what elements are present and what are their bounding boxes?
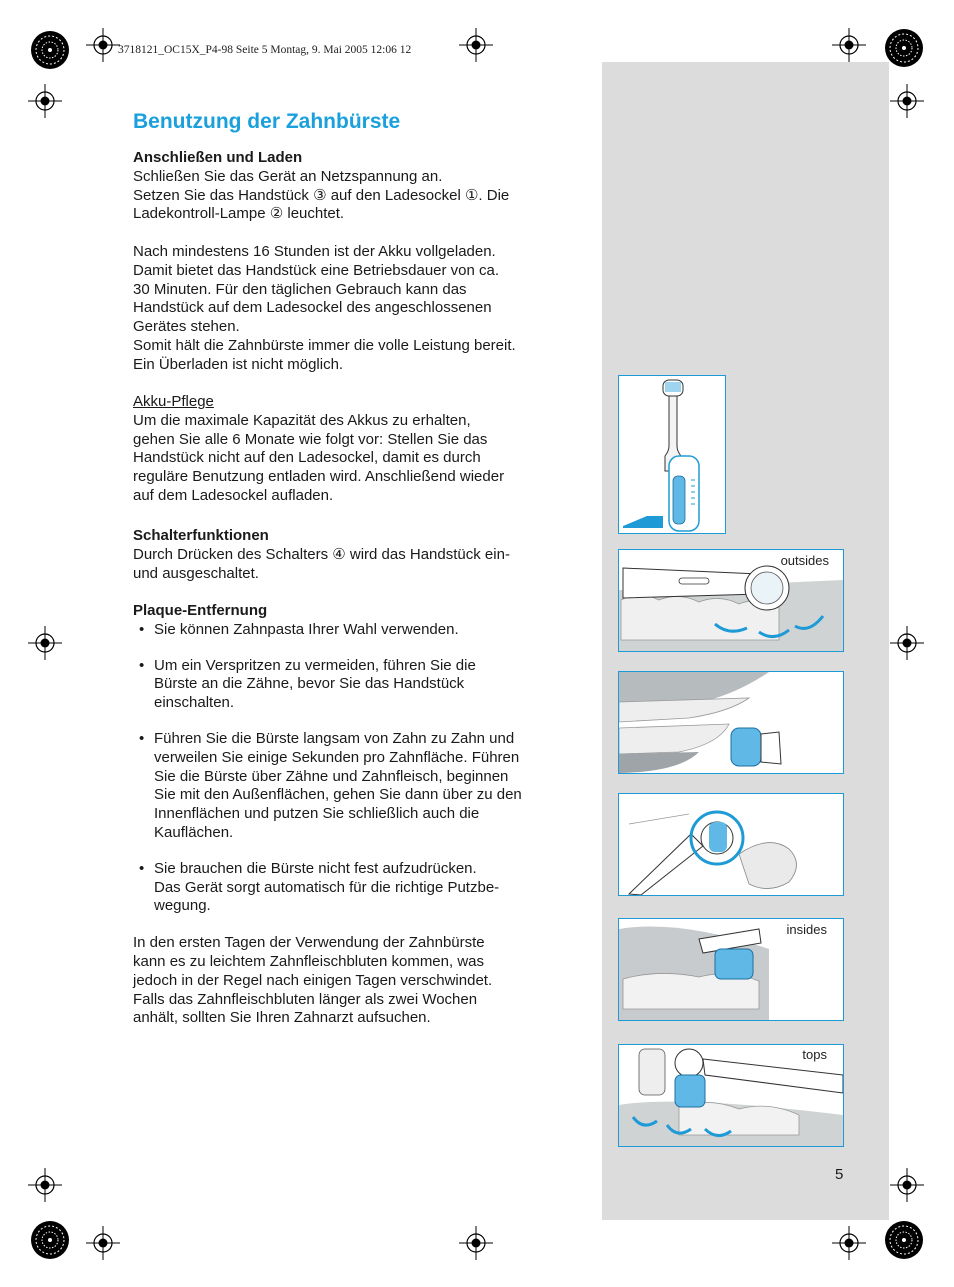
switch-line: und ausgeschaltet. — [133, 564, 259, 582]
section-charging — [133, 149, 553, 375]
registration-mark-top-left — [86, 28, 120, 62]
bullet-line: wegung. — [154, 897, 211, 915]
closing-line: kann es zu leichtem Zahnfleischbluten kommen, was — [133, 952, 485, 970]
registration-mark-right-lower — [890, 1168, 924, 1202]
figure-insides — [618, 918, 844, 1021]
registration-mark-bottom-center — [459, 1226, 493, 1260]
closing-line: In den ersten Tagen der Verwendung der Zahnbürste — [133, 934, 485, 952]
bullet-item — [133, 730, 553, 843]
bullet-line: Bürste an die Zähne, bevor Sie das Handstück — [154, 675, 465, 693]
bullet-line: Sie mit den Außenflächen, gehen Sie dann über zu den — [154, 786, 522, 804]
charging-line: Setzen Sie das Handstück ③ auf den Ladesockel ①. Die — [133, 186, 510, 204]
registration-mark-left-lower — [28, 1168, 62, 1202]
registration-mark-top-center — [459, 28, 493, 62]
bullet-line: Sie die Bürste über Zähne und Zahnfleisch, beginnen — [154, 767, 509, 785]
registration-mark-left-middle — [28, 626, 62, 660]
figure-circular-motion — [618, 793, 844, 896]
closing-line: anhält, sollten Sie Ihren Zahnarzt aufsuchen. — [133, 1009, 431, 1027]
bullet-line: • Sie können Zahnpasta Ihrer Wahl verwenden. — [154, 620, 459, 638]
outsides-label: outsides — [780, 553, 829, 568]
bullet-line: • Führen Sie die Bürste langsam von Zahn zu Zahn und — [154, 729, 515, 747]
bullet-line: Kauflächen. — [154, 823, 234, 841]
insides-label: insides — [786, 922, 827, 937]
registration-mark-top-right — [832, 28, 866, 62]
battery-line: Handstück nicht auf den Ladesockel, damit es durch — [133, 449, 481, 467]
plaque-heading: Plaque-Entfernung — [133, 602, 268, 619]
battery-line: reguläre Benutzung entladen wird. Anschließend wieder — [133, 468, 505, 486]
charging-para2-line: Handstück auf dem Ladesockel des angeschlossenen — [133, 299, 492, 317]
starburst-mark-bottom-left — [30, 1220, 70, 1260]
bullet-line: einschalten. — [154, 694, 235, 712]
tops-label: tops — [802, 1047, 827, 1062]
closing-line: Falls das Zahnfleischbluten länger als zwei Wochen — [133, 990, 478, 1008]
bullet-line: verweilen Sie einige Sekunden pro Zahnfläche. Führen — [154, 748, 520, 766]
battery-line: Um die maximale Kapazität des Akkus zu erhalten, — [133, 411, 471, 429]
closing-line: jedoch in der Regel nach einigen Tagen verschwindet. — [133, 971, 493, 989]
registration-mark-left-upper — [28, 84, 62, 118]
charging-para2-line: Ein Überladen ist nicht möglich. — [133, 355, 344, 373]
battery-line: gehen Sie alle 6 Monate wie folgt vor: Stellen Sie das — [133, 430, 488, 448]
charging-para2-line: 30 Minuten. Für den täglichen Gebrauch kann das — [133, 280, 467, 298]
bullet-line: Das Gerät sorgt automatisch für die richtige Putzbe- — [154, 878, 500, 896]
bullet-item — [133, 860, 553, 916]
section-switch — [133, 527, 553, 583]
figure-tops — [618, 1044, 844, 1147]
figure-outsides — [618, 549, 844, 652]
starburst-mark-top-left — [30, 30, 70, 70]
registration-mark-right-upper — [890, 84, 924, 118]
bullet-line: • Sie brauchen die Bürste nicht fest aufzudrücken. — [154, 859, 477, 877]
page-title: Benutzung der Zahnbürste — [133, 110, 401, 133]
registration-mark-right-middle — [890, 626, 924, 660]
bullet-line: Innenflächen und putzen Sie schließlich auch die — [154, 805, 480, 823]
switch-line: Durch Drücken des Schalters ④ wird das Handstück ein- — [133, 545, 510, 563]
battery-line: auf dem Ladesockel aufladen. — [133, 486, 334, 504]
charging-para2-line: Gerätes stehen. — [133, 318, 240, 336]
bullet-line: • Um ein Verspritzen zu vermeiden, führen Sie die — [154, 656, 476, 674]
registration-mark-bottom-right — [832, 1226, 866, 1260]
charging-line: Schließen Sie das Gerät an Netzspannung an. — [133, 167, 443, 185]
battery-heading: Akku-Pflege — [133, 393, 214, 410]
section-plaque — [133, 602, 553, 1028]
figure-mouth-front — [618, 671, 844, 774]
registration-mark-bottom-left — [86, 1226, 120, 1260]
starburst-mark-top-right — [884, 28, 924, 68]
bullet-item — [133, 657, 553, 713]
page-number: 5 — [835, 1166, 844, 1183]
starburst-mark-bottom-right — [884, 1220, 924, 1260]
figure-handle-on-charger — [618, 375, 726, 534]
print-slug: 3718121_OC15X_P4-98 Seite 5 Montag, 9. Mai 2005 12:06 12 — [118, 44, 412, 56]
bullet-item — [133, 621, 553, 640]
charging-heading: Anschließen und Laden — [133, 149, 303, 166]
charging-para2-line: Damit bietet das Handstück eine Betriebsdauer von ca. — [133, 261, 500, 279]
charging-line: Ladekontroll-Lampe ② leuchtet. — [133, 205, 345, 223]
charging-para2-line: Somit hält die Zahnbürste immer die volle Leistung bereit. — [133, 336, 516, 354]
section-battery-care — [133, 393, 553, 506]
charging-para2-line: Nach mindestens 16 Stunden ist der Akku vollgeladen. — [133, 242, 496, 260]
switch-heading: Schalterfunktionen — [133, 527, 269, 544]
